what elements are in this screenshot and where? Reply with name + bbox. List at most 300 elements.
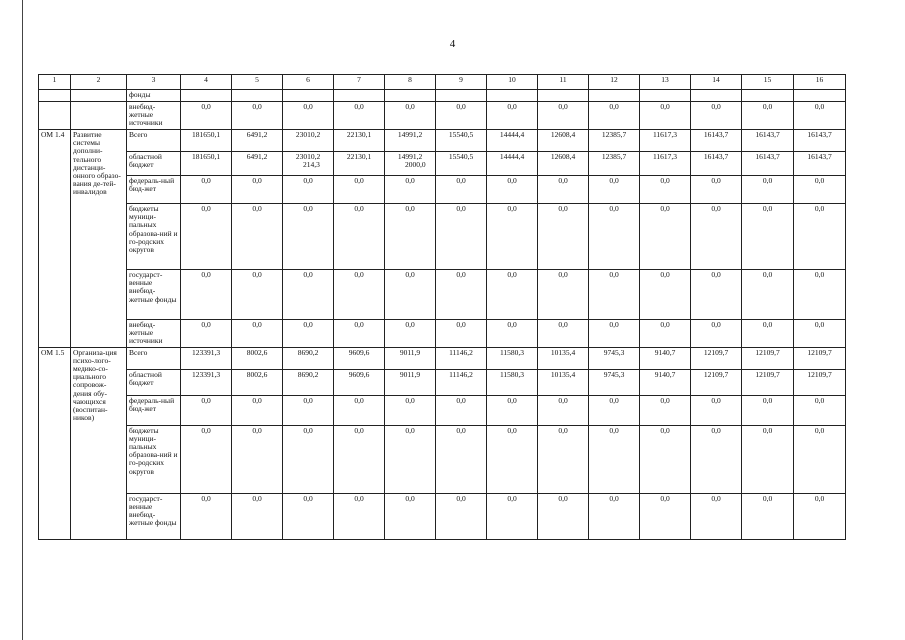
value-cell: 0,0 bbox=[385, 102, 436, 130]
value-cell bbox=[640, 152, 691, 176]
measure-name: Организа-ция психо-лого-медико-со-циального сопровож-дения обу-чающихся (воспитан-ников) bbox=[71, 347, 127, 539]
value-text: 23010,2 bbox=[295, 152, 321, 161]
value-text: 11146,2 bbox=[449, 369, 473, 379]
value-cell bbox=[487, 347, 538, 369]
value-text: 9745,3 bbox=[603, 369, 625, 379]
value-text: 12608,4 bbox=[550, 130, 576, 139]
value-text: 0,0 bbox=[252, 204, 262, 213]
value-cell bbox=[538, 425, 589, 493]
source-cell: внебюд-жетные источники bbox=[127, 102, 181, 130]
value-text: 0,0 bbox=[252, 395, 262, 405]
value-cell bbox=[181, 369, 232, 395]
value-text: 0,0 bbox=[660, 176, 670, 185]
value-cell bbox=[487, 130, 538, 152]
table-row bbox=[39, 320, 846, 348]
value-cell bbox=[691, 152, 742, 176]
value-text: 0,0 bbox=[456, 176, 466, 185]
source-cell: федераль-ный бюд-жет bbox=[127, 395, 181, 425]
value-cell bbox=[385, 270, 436, 320]
column-header: 16 bbox=[794, 75, 846, 90]
value-text: 12109,7 bbox=[807, 347, 832, 357]
column-header: 15 bbox=[742, 75, 794, 90]
value-text: 0,0 bbox=[303, 425, 313, 435]
column-header: 13 bbox=[640, 75, 691, 90]
value-cell bbox=[232, 425, 283, 493]
value-cell bbox=[538, 270, 589, 320]
value-cell bbox=[334, 152, 385, 176]
value-cell bbox=[283, 425, 334, 493]
value-text: 0,0 bbox=[303, 176, 313, 185]
value-text: 0,0 bbox=[558, 425, 568, 435]
value-text: 0,0 bbox=[558, 270, 568, 279]
value-cell bbox=[487, 320, 538, 348]
value-cell: 0,0 bbox=[538, 102, 589, 130]
value-text: 0,0 bbox=[711, 270, 721, 279]
value-cell bbox=[232, 130, 283, 152]
value-cell bbox=[794, 425, 846, 493]
value-cell bbox=[691, 347, 742, 369]
value-text: 0,0 bbox=[405, 493, 415, 503]
value-cell bbox=[589, 130, 640, 152]
value-cell bbox=[487, 270, 538, 320]
source-cell: федераль-ный бюд-жет bbox=[127, 176, 181, 204]
value-text: 16143,7 bbox=[807, 152, 832, 161]
value-cell bbox=[794, 130, 846, 152]
value-cell bbox=[538, 395, 589, 425]
value-text: 0,0 bbox=[354, 395, 364, 405]
value-text: 8002,6 bbox=[246, 347, 268, 357]
value-cell bbox=[181, 425, 232, 493]
value-text: 0,0 bbox=[558, 176, 568, 185]
value-cell bbox=[640, 395, 691, 425]
source-cell: фонды bbox=[127, 90, 181, 102]
value-cell bbox=[691, 320, 742, 348]
page-number: 4 bbox=[449, 38, 456, 50]
value-cell bbox=[742, 493, 794, 539]
value-cell bbox=[283, 347, 334, 369]
value-cell bbox=[538, 90, 589, 102]
value-text: 0,0 bbox=[201, 320, 211, 329]
column-header: 4 bbox=[181, 75, 232, 90]
value-text: 0,0 bbox=[660, 320, 670, 329]
value-cell bbox=[181, 493, 232, 539]
value-cell bbox=[794, 90, 846, 102]
value-cell bbox=[283, 176, 334, 204]
value-cell bbox=[385, 130, 436, 152]
value-cell bbox=[691, 90, 742, 102]
value-text: 0,0 bbox=[711, 395, 721, 405]
value-cell bbox=[794, 395, 846, 425]
value-cell bbox=[334, 130, 385, 152]
table-row bbox=[39, 493, 846, 539]
value-text: 0,0 bbox=[711, 320, 721, 329]
value-cell bbox=[232, 369, 283, 395]
value-text: 16143,7 bbox=[755, 130, 780, 139]
value-text: 0,0 bbox=[303, 270, 313, 279]
value-text: 12385,7 bbox=[601, 130, 627, 139]
value-text: 0,0 bbox=[405, 395, 415, 405]
value-cell: 0,0 bbox=[640, 102, 691, 130]
value-cell bbox=[538, 176, 589, 204]
value-text: 9011,9 bbox=[399, 347, 421, 357]
value-text: 11617,3 bbox=[652, 130, 678, 139]
value-cell bbox=[691, 369, 742, 395]
measure-code: ОМ 1.4 bbox=[39, 130, 71, 348]
value-cell bbox=[232, 204, 283, 270]
value-cell bbox=[487, 395, 538, 425]
measure-code: ОМ 1.5 bbox=[39, 347, 71, 539]
column-header: 12 bbox=[589, 75, 640, 90]
value-text: 0,0 bbox=[405, 320, 415, 329]
source-cell: внебюд-жетные источники bbox=[127, 320, 181, 348]
value-text: 15540,5 bbox=[448, 130, 474, 139]
column-header: 2 bbox=[71, 75, 127, 90]
value-cell bbox=[794, 152, 846, 176]
value-text: 0,0 bbox=[814, 320, 825, 329]
value-text: 0,0 bbox=[762, 493, 773, 503]
column-header: 6 bbox=[283, 75, 334, 90]
value-text: 0,0 bbox=[303, 204, 313, 213]
value-cell bbox=[640, 425, 691, 493]
value-text: 12109,7 bbox=[807, 369, 832, 379]
value-text: 0,0 bbox=[660, 493, 670, 503]
value-text: 0,0 bbox=[456, 395, 466, 405]
value-cell bbox=[538, 347, 589, 369]
value-cell bbox=[538, 152, 589, 176]
value-note: 2000,0 bbox=[405, 160, 426, 170]
value-cell bbox=[640, 90, 691, 102]
value-cell bbox=[232, 493, 283, 539]
value-cell bbox=[436, 320, 487, 348]
source-cell: Всего bbox=[127, 130, 181, 152]
value-text: 0,0 bbox=[762, 204, 773, 213]
value-cell bbox=[589, 176, 640, 204]
value-cell: 0,0 bbox=[487, 102, 538, 130]
value-text: 0,0 bbox=[405, 425, 415, 435]
value-text: 22130,1 bbox=[346, 152, 372, 161]
value-cell bbox=[742, 320, 794, 348]
value-cell bbox=[385, 320, 436, 348]
value-text: 0,0 bbox=[711, 425, 721, 435]
value-text: 0,0 bbox=[405, 204, 415, 213]
value-cell bbox=[385, 395, 436, 425]
value-text: 0,0 bbox=[456, 425, 466, 435]
value-text: 11146,2 bbox=[449, 347, 473, 357]
table-row bbox=[39, 369, 846, 395]
margin-line bbox=[22, 0, 23, 640]
value-text: 0,0 bbox=[456, 320, 466, 329]
value-cell bbox=[385, 425, 436, 493]
value-text: 23010,2 bbox=[295, 130, 321, 139]
value-text: 181650,1 bbox=[191, 130, 221, 139]
value-cell bbox=[385, 152, 436, 176]
value-text: 0,0 bbox=[711, 493, 721, 503]
value-cell bbox=[589, 204, 640, 270]
value-cell bbox=[436, 395, 487, 425]
value-text: 0,0 bbox=[814, 204, 825, 213]
value-cell bbox=[334, 395, 385, 425]
value-text: 11580,3 bbox=[499, 369, 525, 379]
value-text: 12109,7 bbox=[703, 369, 729, 379]
value-cell bbox=[283, 395, 334, 425]
value-cell bbox=[334, 176, 385, 204]
value-text: 0,0 bbox=[507, 176, 517, 185]
value-text: 0,0 bbox=[814, 270, 825, 279]
value-text: 8002,6 bbox=[246, 369, 268, 379]
value-cell bbox=[283, 204, 334, 270]
value-text: 0,0 bbox=[507, 320, 517, 329]
value-text: 14991,2 bbox=[397, 130, 423, 139]
value-text: 0,0 bbox=[609, 204, 619, 213]
value-cell bbox=[742, 152, 794, 176]
value-cell bbox=[487, 369, 538, 395]
value-text: 123391,3 bbox=[191, 347, 221, 357]
value-cell bbox=[589, 425, 640, 493]
empty-cell bbox=[71, 102, 127, 130]
value-cell: 0,0 bbox=[691, 102, 742, 130]
value-text: 12385,7 bbox=[601, 152, 627, 161]
value-text: 9609,6 bbox=[348, 369, 370, 379]
value-text: 14444,4 bbox=[499, 130, 525, 139]
value-text: 0,0 bbox=[762, 395, 773, 405]
value-cell bbox=[640, 493, 691, 539]
value-cell bbox=[691, 270, 742, 320]
value-cell bbox=[640, 369, 691, 395]
value-cell bbox=[436, 369, 487, 395]
value-cell bbox=[385, 90, 436, 102]
value-text: 0,0 bbox=[660, 425, 670, 435]
value-text: 16143,7 bbox=[703, 130, 729, 139]
value-text: 0,0 bbox=[303, 493, 313, 503]
column-header: 11 bbox=[538, 75, 589, 90]
value-cell bbox=[283, 130, 334, 152]
value-cell bbox=[487, 493, 538, 539]
column-header: 8 bbox=[385, 75, 436, 90]
value-text: 0,0 bbox=[660, 270, 670, 279]
value-cell bbox=[334, 204, 385, 270]
value-text: 0,0 bbox=[558, 320, 568, 329]
value-text: 0,0 bbox=[405, 176, 415, 185]
value-text: 0,0 bbox=[252, 425, 262, 435]
value-cell bbox=[691, 176, 742, 204]
value-cell bbox=[436, 425, 487, 493]
value-text: 12109,7 bbox=[755, 369, 780, 379]
value-text: 8690,2 bbox=[297, 347, 319, 357]
value-text: 0,0 bbox=[711, 204, 721, 213]
value-cell bbox=[589, 369, 640, 395]
value-cell bbox=[538, 493, 589, 539]
value-text: 0,0 bbox=[762, 320, 773, 329]
column-header: 7 bbox=[334, 75, 385, 90]
value-cell: 0,0 bbox=[589, 102, 640, 130]
value-text: 9140,7 bbox=[654, 347, 676, 357]
value-cell bbox=[640, 176, 691, 204]
value-text: 0,0 bbox=[507, 493, 517, 503]
value-cell bbox=[232, 395, 283, 425]
value-text: 0,0 bbox=[814, 425, 825, 435]
value-cell bbox=[436, 176, 487, 204]
value-text: 22130,1 bbox=[346, 130, 372, 139]
value-cell bbox=[691, 204, 742, 270]
table-row bbox=[39, 176, 846, 204]
value-cell: 0,0 bbox=[232, 102, 283, 130]
header-row bbox=[39, 75, 846, 90]
value-cell: 0,0 bbox=[436, 102, 487, 130]
source-cell: областной бюджет bbox=[127, 152, 181, 176]
source-cell: государст-венные внебюд-жетные фонды bbox=[127, 493, 181, 539]
value-text: 0,0 bbox=[814, 493, 825, 503]
value-cell bbox=[232, 152, 283, 176]
value-cell bbox=[589, 152, 640, 176]
value-cell bbox=[691, 493, 742, 539]
value-text: 16143,7 bbox=[807, 130, 832, 139]
value-cell bbox=[283, 320, 334, 348]
value-text: 14991,2 bbox=[397, 152, 423, 161]
value-cell bbox=[181, 204, 232, 270]
value-text: 0,0 bbox=[201, 493, 211, 503]
value-cell bbox=[742, 204, 794, 270]
value-text: 11580,3 bbox=[499, 347, 525, 357]
value-text: 0,0 bbox=[507, 395, 517, 405]
value-cell bbox=[794, 204, 846, 270]
value-cell bbox=[334, 270, 385, 320]
empty-cell bbox=[39, 90, 71, 102]
value-cell bbox=[181, 130, 232, 152]
value-text: 0,0 bbox=[558, 493, 568, 503]
value-text: 0,0 bbox=[354, 320, 364, 329]
value-cell: 0,0 bbox=[334, 102, 385, 130]
value-cell bbox=[589, 90, 640, 102]
value-cell: 0,0 bbox=[742, 102, 794, 130]
empty-cell bbox=[71, 90, 127, 102]
value-text: 0,0 bbox=[507, 270, 517, 279]
table-row bbox=[39, 152, 846, 176]
value-cell bbox=[794, 347, 846, 369]
value-text: 0,0 bbox=[609, 270, 619, 279]
column-header: 14 bbox=[691, 75, 742, 90]
value-text: 9609,6 bbox=[348, 347, 370, 357]
value-cell bbox=[385, 493, 436, 539]
value-text: 6491,2 bbox=[246, 152, 268, 161]
value-cell bbox=[640, 320, 691, 348]
empty-cell bbox=[39, 102, 71, 130]
value-cell bbox=[640, 347, 691, 369]
value-text: 0,0 bbox=[814, 176, 825, 185]
value-cell bbox=[283, 493, 334, 539]
value-text: 0,0 bbox=[762, 425, 773, 435]
value-cell bbox=[794, 176, 846, 204]
table-row bbox=[39, 204, 846, 270]
value-cell bbox=[181, 395, 232, 425]
value-cell bbox=[334, 347, 385, 369]
value-cell bbox=[589, 395, 640, 425]
value-cell bbox=[334, 425, 385, 493]
value-cell bbox=[487, 152, 538, 176]
table-row bbox=[39, 130, 846, 152]
value-cell bbox=[794, 369, 846, 395]
value-text: 12109,7 bbox=[755, 347, 780, 357]
table-row bbox=[39, 395, 846, 425]
value-text: 6491,2 bbox=[246, 130, 268, 139]
value-cell: 0,0 bbox=[794, 102, 846, 130]
value-text: 181650,1 bbox=[191, 152, 221, 161]
value-cell bbox=[181, 270, 232, 320]
value-cell bbox=[742, 369, 794, 395]
value-cell bbox=[181, 152, 232, 176]
value-cell bbox=[691, 425, 742, 493]
value-cell bbox=[436, 152, 487, 176]
value-text: 10135,4 bbox=[550, 369, 576, 379]
value-cell bbox=[334, 493, 385, 539]
value-cell bbox=[742, 130, 794, 152]
value-text: 0,0 bbox=[660, 395, 670, 405]
value-text: 0,0 bbox=[507, 204, 517, 213]
value-cell bbox=[283, 152, 334, 176]
value-text: 9011,9 bbox=[399, 369, 421, 379]
value-cell bbox=[436, 493, 487, 539]
value-text: 0,0 bbox=[252, 270, 262, 279]
value-cell bbox=[283, 369, 334, 395]
value-cell bbox=[640, 130, 691, 152]
value-cell bbox=[232, 347, 283, 369]
value-cell bbox=[742, 425, 794, 493]
value-cell bbox=[232, 270, 283, 320]
value-text: 0,0 bbox=[252, 493, 262, 503]
value-cell bbox=[334, 369, 385, 395]
value-text: 0,0 bbox=[303, 395, 313, 405]
value-text: 0,0 bbox=[762, 270, 773, 279]
value-text: 0,0 bbox=[558, 395, 568, 405]
value-cell bbox=[538, 369, 589, 395]
column-header: 3 bbox=[127, 75, 181, 90]
table-row bbox=[39, 425, 846, 493]
value-text: 0,0 bbox=[660, 204, 670, 213]
value-cell bbox=[436, 270, 487, 320]
value-cell bbox=[538, 130, 589, 152]
value-cell bbox=[742, 347, 794, 369]
column-header: 9 bbox=[436, 75, 487, 90]
value-cell: 0,0 bbox=[283, 102, 334, 130]
value-text: 0,0 bbox=[201, 425, 211, 435]
value-cell bbox=[794, 320, 846, 348]
value-text: 0,0 bbox=[201, 270, 211, 279]
value-cell: 0,0 bbox=[181, 102, 232, 130]
table-row bbox=[39, 102, 846, 130]
value-cell bbox=[691, 130, 742, 152]
value-cell bbox=[487, 204, 538, 270]
value-text: 9140,7 bbox=[654, 369, 676, 379]
value-cell bbox=[742, 270, 794, 320]
value-cell bbox=[181, 176, 232, 204]
financing-table bbox=[38, 74, 846, 540]
value-text: 0,0 bbox=[354, 425, 364, 435]
value-cell bbox=[283, 90, 334, 102]
value-text: 0,0 bbox=[507, 425, 517, 435]
value-cell bbox=[794, 493, 846, 539]
value-cell bbox=[487, 425, 538, 493]
value-cell bbox=[436, 204, 487, 270]
value-cell bbox=[232, 320, 283, 348]
value-text: 0,0 bbox=[609, 425, 619, 435]
value-text: 11617,3 bbox=[652, 152, 678, 161]
source-cell: областной бюджет bbox=[127, 369, 181, 395]
value-cell bbox=[385, 176, 436, 204]
value-cell bbox=[181, 347, 232, 369]
value-text: 0,0 bbox=[354, 176, 364, 185]
value-cell bbox=[283, 270, 334, 320]
value-cell bbox=[232, 90, 283, 102]
value-cell bbox=[334, 90, 385, 102]
